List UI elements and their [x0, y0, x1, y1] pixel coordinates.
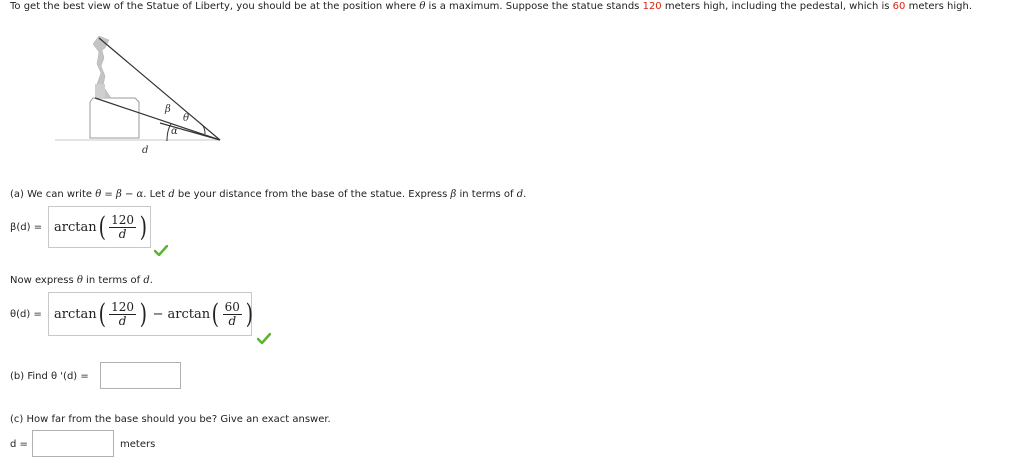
- part-a-text-1: (a) We can write: [10, 189, 96, 200]
- beta-answer-box[interactable]: [48, 206, 151, 248]
- fraction-denominator: d: [118, 226, 127, 241]
- part-a2-d: d: [143, 275, 150, 286]
- theta-label: θ: [183, 113, 190, 124]
- part-a-d-2: d: [516, 189, 524, 200]
- theta-expression: [54, 293, 254, 335]
- part-a-theta: θ: [95, 189, 102, 200]
- intro-text-1: To get the best view of the Statue of Liberty, you should be at the position where: [10, 1, 420, 12]
- open-paren-2: (: [211, 298, 220, 330]
- line-to-pedestal: [95, 98, 220, 140]
- statue-diagram: [55, 18, 230, 163]
- part-b-label: (b) Find θ '(d) =: [10, 371, 89, 382]
- part-c-prompt: (c) How far from the base should you be? Give an exact answer.: [10, 414, 331, 425]
- statue-robe: [95, 84, 105, 98]
- fraction-1: [109, 301, 136, 328]
- part-a-text-4: in terms of: [456, 189, 517, 200]
- part-a-beta-2: β: [450, 189, 457, 200]
- distance-input[interactable]: [32, 430, 114, 457]
- theta-arc: [200, 123, 205, 134]
- part-a-d: d: [168, 189, 175, 200]
- check-icon: [257, 333, 271, 347]
- arctan-fn: arctan: [54, 219, 97, 235]
- intro-text-4: meters high.: [905, 1, 973, 12]
- beta-answer-label: β(d) =: [10, 222, 43, 233]
- part-a-equals: =: [101, 189, 116, 200]
- part-a2-text-3: .: [149, 275, 153, 286]
- problem-intro: [10, 1, 972, 12]
- intro-text-3: meters high, including the pedestal, which is: [661, 1, 893, 12]
- part-a2-theta: θ: [76, 275, 83, 286]
- part-a-beta: β: [116, 189, 122, 200]
- line-horizontal: [160, 123, 220, 140]
- part-a-prompt: [10, 189, 526, 200]
- derivative-input[interactable]: [100, 362, 181, 389]
- fraction-2: [223, 301, 242, 328]
- minus-operator: −: [152, 306, 164, 322]
- arctan-fn-1: arctan: [54, 306, 97, 322]
- part-a-text-5: .: [523, 189, 527, 200]
- part-a2-prompt: [10, 275, 153, 286]
- intro-theta: θ: [419, 1, 426, 12]
- beta-expression: [54, 207, 149, 247]
- theta-answer-label: θ(d) =: [10, 309, 42, 320]
- part-a-text-2: . Let: [143, 189, 169, 200]
- statue-height-value: 120: [642, 1, 662, 12]
- theta-answer-box[interactable]: [48, 292, 252, 336]
- fraction-1-numerator: 120: [111, 299, 135, 314]
- open-paren: (: [98, 211, 106, 243]
- part-a-text-3: be your distance from the base of the statue. Express: [174, 189, 451, 200]
- fraction-numerator: 120: [111, 212, 135, 227]
- alpha-label: α: [171, 126, 178, 137]
- open-paren-1: (: [98, 298, 106, 330]
- beta-label: β: [165, 104, 171, 115]
- fraction-1-denominator: d: [118, 313, 127, 328]
- arctan-fn-2: arctan: [167, 306, 211, 322]
- intro-text-2: is a maximum. Suppose the statue stands: [425, 1, 643, 12]
- close-paren-1: ): [139, 298, 148, 330]
- part-a2-text-2: in terms of: [82, 275, 144, 286]
- part-a-alpha: α: [136, 189, 144, 200]
- fraction: [109, 214, 136, 241]
- statue-diagram-svg: [55, 18, 230, 160]
- check-icon: [154, 245, 168, 259]
- fraction-2-denominator: d: [228, 313, 237, 328]
- d-label: d: [142, 145, 149, 156]
- units-label: meters: [120, 439, 156, 450]
- close-paren: ): [139, 211, 148, 243]
- distance-answer-label: d =: [10, 439, 28, 450]
- pedestal-height-value: 60: [892, 1, 906, 12]
- part-a2-text-1: Now express: [10, 275, 77, 286]
- close-paren-2: ): [245, 298, 253, 330]
- fraction-2-numerator: 60: [224, 299, 240, 314]
- part-a-minus: −: [121, 189, 137, 200]
